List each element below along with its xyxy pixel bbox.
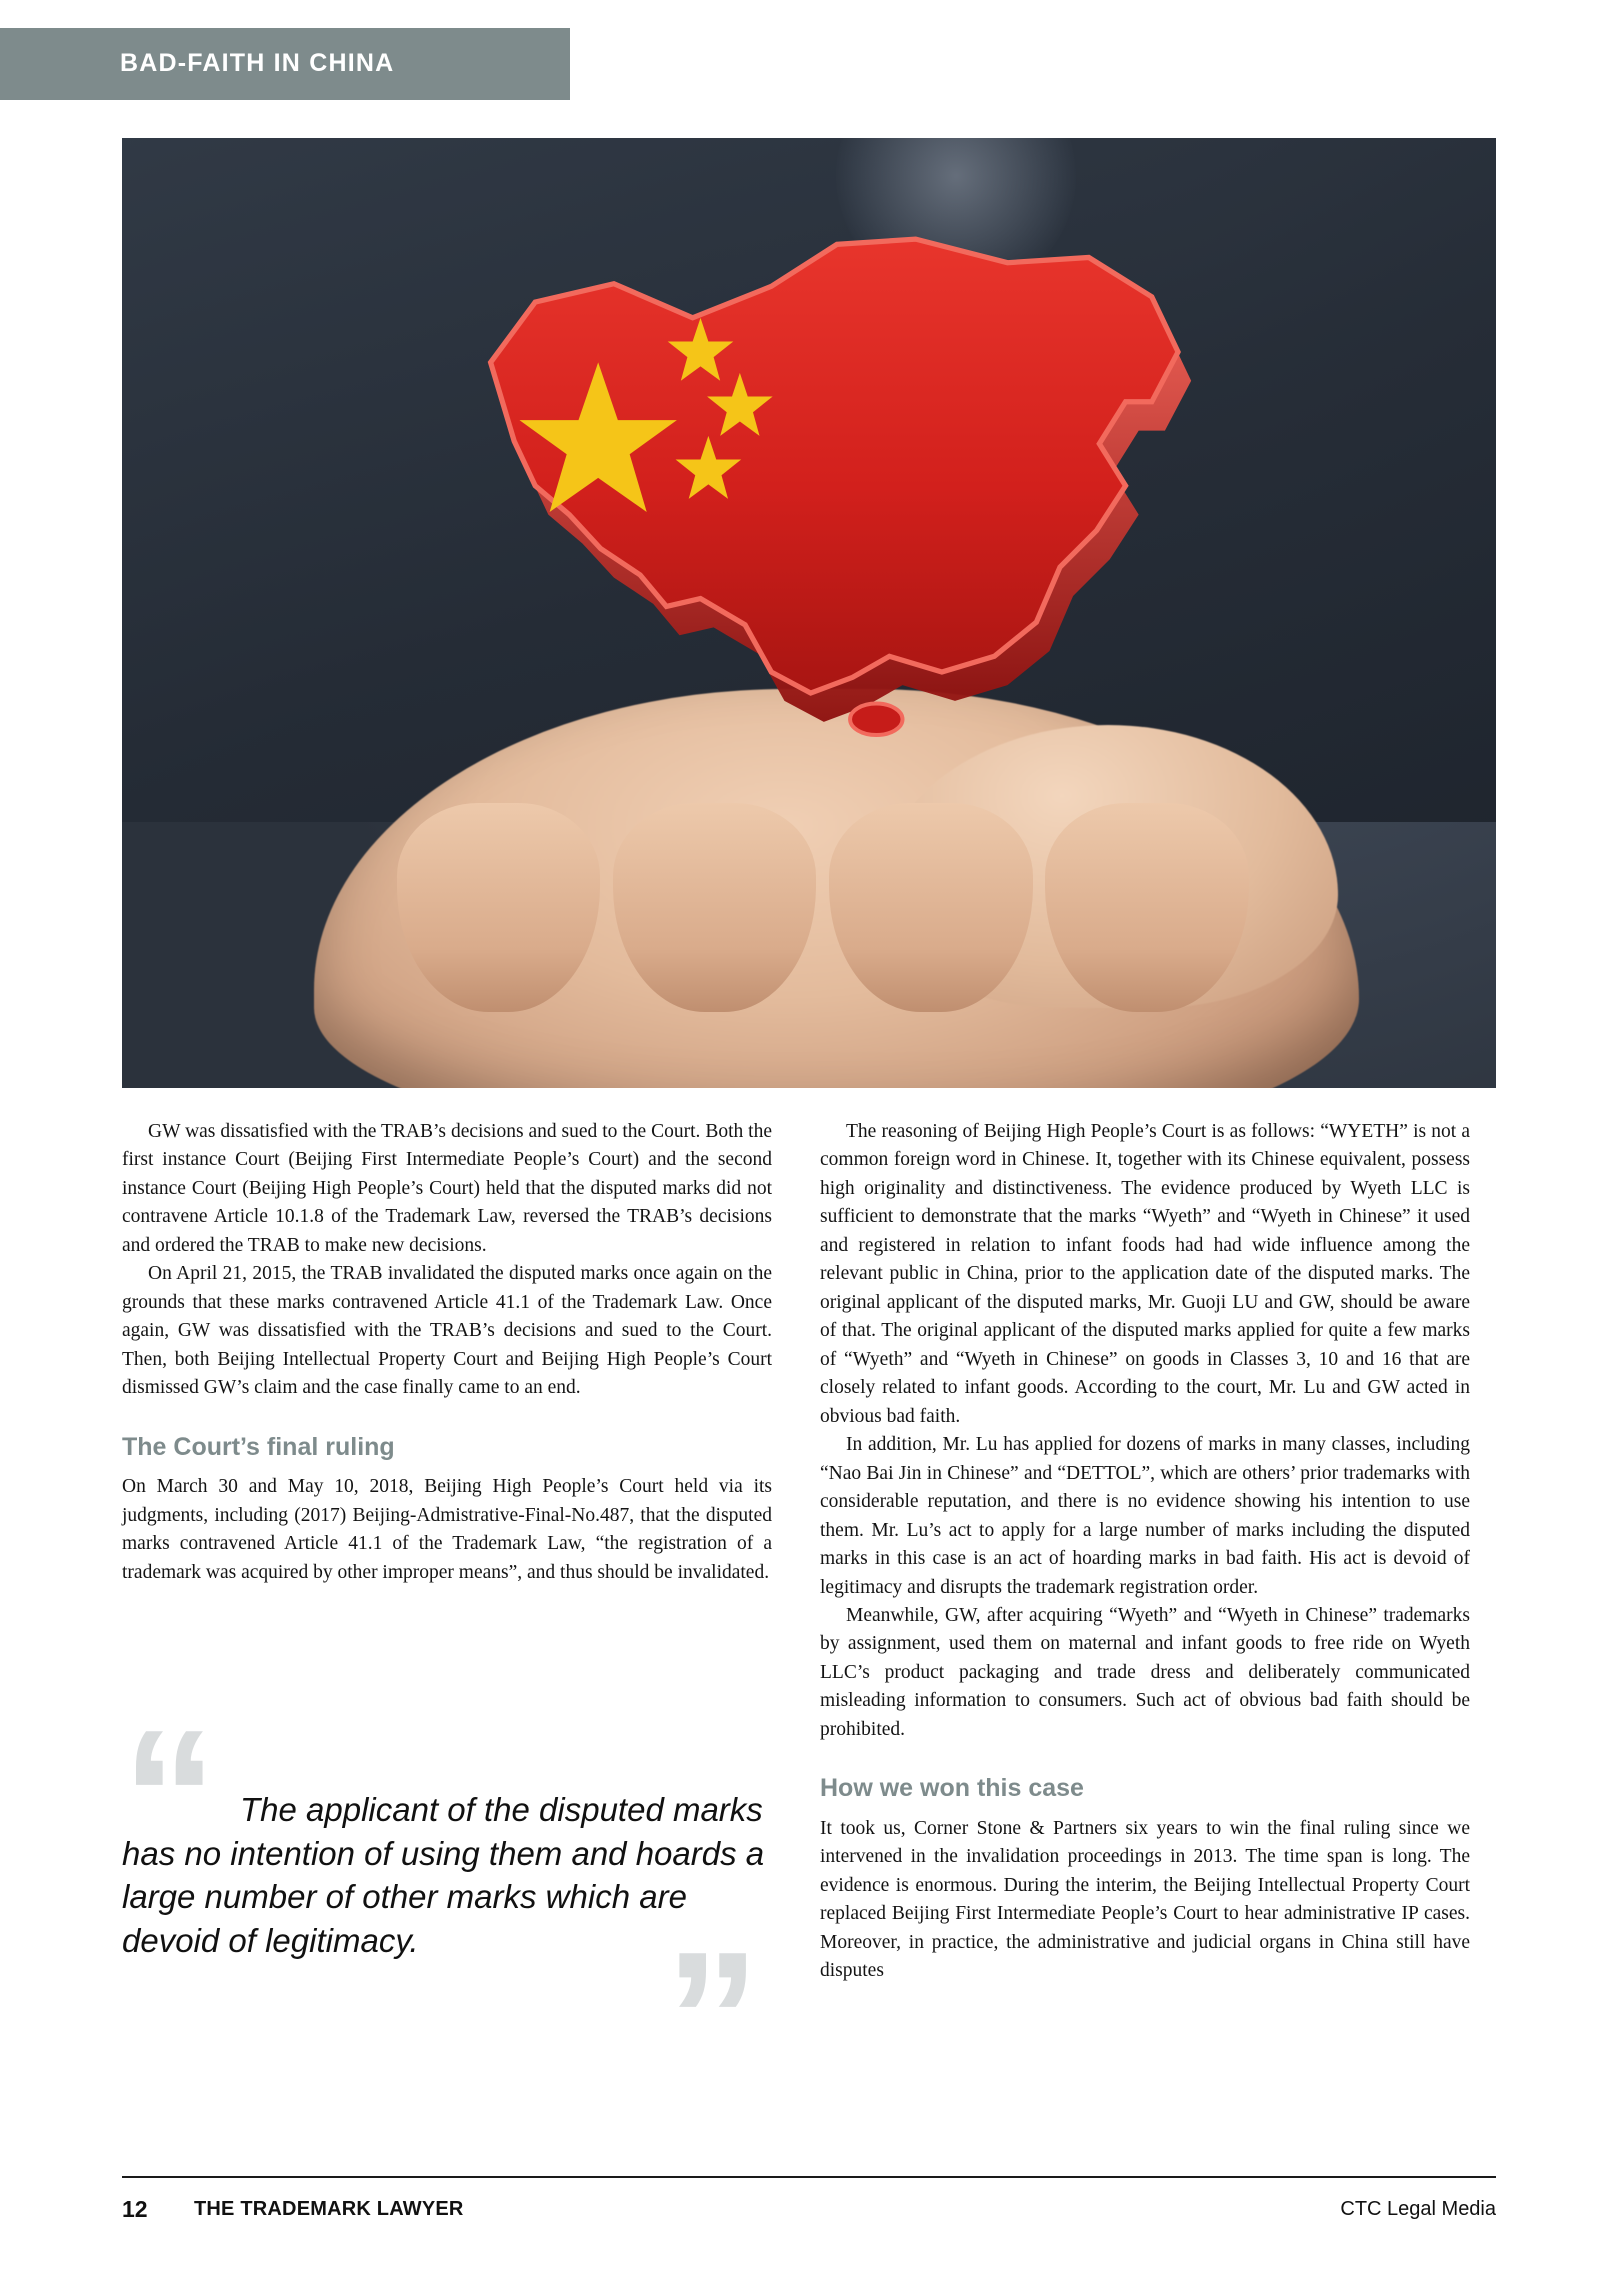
quote-close-mark: ” bbox=[665, 1913, 760, 2125]
footer-divider bbox=[122, 2176, 1496, 2178]
quote-open-mark: “ bbox=[122, 1691, 217, 1903]
paragraph: On April 21, 2015, the TRAB invalidated the disputed marks once again on the grounds that these marks contravened Article 41.1 of the Trademark Law. Once again, GW was dissatisfied with the TRAB’s decisions and sued to the Court. Then, both Beijing Intellectual Property Court and Beijing High People’s Court dismissed GW’s claim and the case finally came to an end. bbox=[122, 1263, 772, 1399]
hero-image bbox=[122, 138, 1496, 1088]
publisher-name: CTC Legal Media bbox=[1340, 2198, 1496, 2220]
section-heading-how-we-won: How we won this case bbox=[820, 1774, 1084, 1803]
paragraph: GW was dissatisfied with the TRAB’s decisions and sued to the Court. Both the first instance Court (Beijing First Intermediate People’s Court) and the second instance Court (Beijing High People’s Court) held that the disputed marks did not contravene Article 10.1.8 of the Trademark Law, reversed the TRAB’s decisions and ordered the TRAB to make new decisions. bbox=[122, 1121, 772, 1256]
section-header-band bbox=[0, 28, 570, 100]
paragraph: On March 30 and May 10, 2018, Beijing High People’s Court held via its judgments, including (2017) Beijing-Admistrative-Final-No.487, that the disputed marks contravened Article 41.1 of the Trademark Law, “the registration of a trademark was acquired by other improper means”, and thus should be invalidated. bbox=[122, 1476, 772, 1583]
hand-fingers bbox=[397, 803, 1249, 1012]
section-heading-court-ruling: The Court’s final ruling bbox=[122, 1432, 395, 1461]
page-number: 12 bbox=[122, 2196, 148, 2222]
pull-quote bbox=[122, 1691, 782, 2125]
pull-quote-text: The applicant of the disputed marks has no intention of using them and hoards a large number of other marks which are devoid of legitimacy. bbox=[122, 1791, 765, 1959]
body-column-left bbox=[122, 1118, 772, 1587]
section-kicker: BAD-FAITH IN CHINA bbox=[120, 49, 395, 77]
body-column-right bbox=[820, 1118, 1470, 1986]
page-footer bbox=[122, 2194, 1496, 2234]
paragraph: Meanwhile, GW, after acquiring “Wyeth” and “Wyeth in Chinese” trademarks by assignment, used them on maternal and infant goods to free ride on Wyeth LLC’s product packaging and trade dress and deliberately communicated misleading information to consumers. Such act of obvious bad faith should be prohibited. bbox=[820, 1604, 1470, 1740]
publication-name: THE TRADEMARK LAWYER bbox=[194, 2198, 464, 2220]
paragraph: It took us, Corner Stone & Partners six years to win the final ruling since we intervened in the invalidation proceedings in 2013. The time span is long. The evidence is enormous. During the interim, the Beijing Intellectual Property Court replaced Beijing First Intermediate People’s Court to hear administrative IP cases. Moreover, in practice, the administrative and judicial organs in China still have disputes bbox=[820, 1817, 1470, 1982]
china-map-graphic bbox=[411, 205, 1263, 756]
paragraph: In addition, Mr. Lu has applied for dozens of marks in many classes, including “Nao Bai Jin in Chinese” and “DETTOL”, which are others’ prior trademarks with considerable reputation, and there is no evidence showing his intention to use them. Mr. Lu’s act to apply for a large number of marks including the disputed marks in this case is an act of hoarding marks in bad faith. His act is devoid of legitimacy and disrupts the trademark registration order. bbox=[820, 1434, 1470, 1598]
paragraph: The reasoning of Beijing High People’s Court is as follows: “WYETH” is not a common foreign word in Chinese. It, together with its Chinese equivalent, possess high originality and distinctiveness. The evidence produced by Wyeth LLC is sufficient to demonstrate that the marks “Wyeth” and “Wyeth in Chinese” it used and registered in relation to infant foods had had wide influence among the relevant public in China, prior to the application date of the disputed marks. The original applicant of the disputed marks, Mr. Guoji LU and GW, should be aware of that. The original applicant of the disputed marks applied for quite a few marks of “Wyeth” and “Wyeth in Chinese” on goods in Classes 3, 10 and 16 that are closely related to infant goods. According to the court, Mr. Lu and GW acted in obvious bad faith. bbox=[820, 1121, 1470, 1427]
